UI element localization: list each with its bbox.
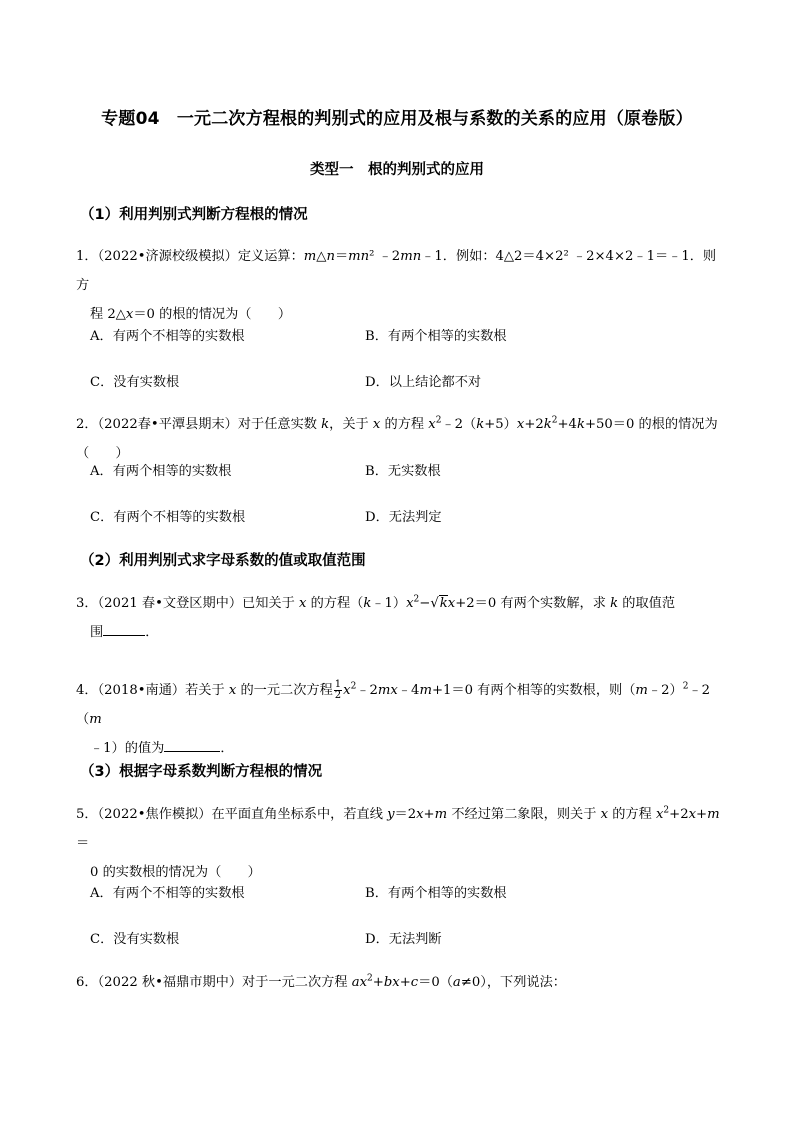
q2-option-b: B．无实数根: [365, 464, 441, 479]
page-title: 专题04 一元二次方程根的判别式的应用及根与系数的关系的应用（原卷版）: [101, 109, 693, 129]
q1-option-d: D．以上结论都不对: [365, 375, 482, 390]
question-1: 1．（2022•济源校级模拟）定义运算：m△n＝mn² ﹣2mn﹣1．例如：4△2＝4×2² ﹣2×4×2﹣1＝﹣1．则方 程 2△x＝0 的根的情况为（ ）: [76, 249, 717, 322]
q2-option-c: C．有两个不相等的实数根: [90, 510, 246, 525]
answer-blank[interactable]: [103, 624, 145, 636]
answer-blank[interactable]: [164, 740, 220, 752]
q1-option-c: C．没有实数根: [90, 375, 180, 390]
section-heading-3: （3）根据字母系数判断方程根的情况: [80, 764, 323, 780]
question-3: 3．（2021 春•文登区期中）已知关于 x 的方程$(k﹣1)x^2-√kx+2=0$ 有两个实数解，求 k 的取值范 围 ．: [76, 594, 676, 640]
type-heading: 类型一 根的判别式的应用: [310, 162, 484, 178]
sqrt-symbol: √: [430, 596, 439, 611]
fraction-one-half: $\frac{1}{2}$: [334, 679, 342, 701]
section-heading-2: （2）利用判别式求字母系数的值或取值范围: [80, 553, 366, 569]
q5-option-c: C．没有实数根: [90, 932, 180, 947]
q2-option-a: A．有两个相等的实数根: [90, 464, 232, 479]
q5-option-d: D．无法判断: [365, 932, 442, 947]
question-2: 2．（2022春•平潭县期末）对于任意实数 k，关于 x 的方程 $x^2﹣2(k+5)x+2k^2+4k+50=0$ 的根的情况为（ ）: [76, 415, 718, 461]
q2-option-d: D．无法判定: [365, 510, 442, 525]
question-6: 6．（2022 秋•福鼎市期中）对于一元二次方程 $ax^2+bx+c=0(a\ne 0)$，下列说法：: [76, 973, 566, 990]
question-5: 5．（2022•焦作模拟）在平面直角坐标系中，若直线 y＝2x+m 不经过第二象限，则关于 x 的方程 $x^2+2x+m=$ 0 的实数根的情况为（ ）: [76, 805, 720, 880]
question-4: 4．（2018•南通）若关于 x 的一元二次方程 $\frac{1}{2}$ $x^2﹣2mx﹣4m+1=0$ 有两个相等的实数根，则（m﹣2）$^2$﹣2（m ﹣1）的值为 ．: [76, 679, 711, 756]
section-heading-1: （1）利用判别式判断方程根的情况: [80, 207, 308, 223]
q5-option-b: B．有两个相等的实数根: [365, 886, 507, 901]
q5-option-a: A．有两个不相等的实数根: [90, 886, 245, 901]
q1-option-a: A．有两个不相等的实数根: [90, 329, 245, 344]
q1-option-b: B．有两个相等的实数根: [365, 329, 507, 344]
